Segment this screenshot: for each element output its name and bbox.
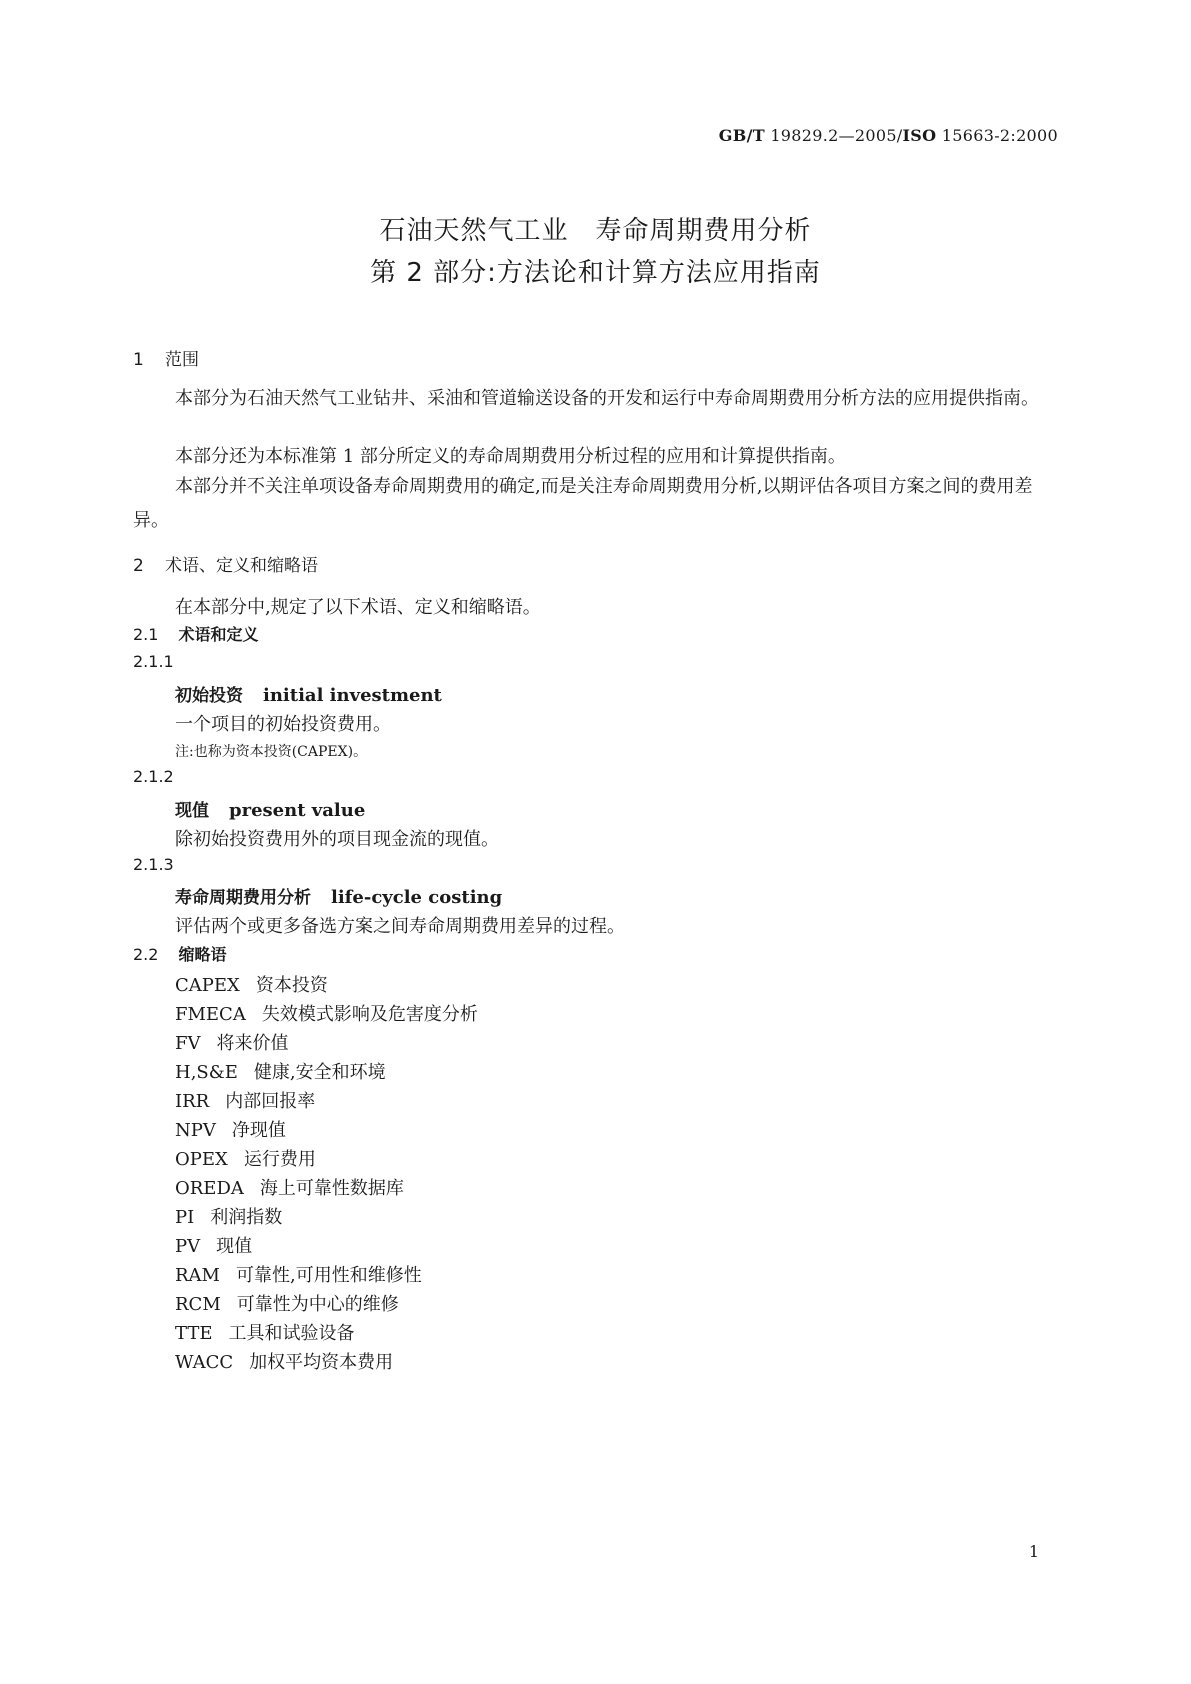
subsection-2-2-title: 缩略语 xyxy=(178,945,227,964)
abbreviation: NPV xyxy=(175,1120,216,1141)
standard-code xyxy=(719,126,1058,145)
term-heading xyxy=(175,796,365,821)
abbreviation-item xyxy=(175,1348,393,1374)
abbreviation: RCM xyxy=(175,1294,221,1315)
term-note: 注:也称为资本投资(CAPEX)。 xyxy=(175,744,368,760)
abbreviation-item xyxy=(175,1058,386,1084)
term-heading xyxy=(175,681,442,706)
iso-number: 15663-2:2000 xyxy=(941,126,1058,145)
term-definition: 除初始投资费用外的项目现金流的现值。 xyxy=(175,829,499,850)
subsection-2-1-number: 2.1 xyxy=(133,625,159,644)
term-heading xyxy=(175,883,502,908)
abbreviation-meaning: 加权平均资本费用 xyxy=(249,1352,394,1373)
term-chinese: 寿命周期费用分析 xyxy=(175,888,311,908)
abbreviation-meaning: 净现值 xyxy=(231,1120,286,1141)
term-chinese: 初始投资 xyxy=(175,686,243,706)
abbreviation: FMECA xyxy=(175,1004,246,1025)
abbreviation-item xyxy=(175,1116,286,1142)
section-1-number: 1 xyxy=(133,350,144,370)
term-number: 2.1.2 xyxy=(133,767,174,786)
term-number: 2.1.1 xyxy=(133,652,174,671)
standard-prefix: GB/T xyxy=(718,126,765,145)
abbreviation-meaning: 内部回报率 xyxy=(225,1091,316,1112)
abbreviation-item xyxy=(175,1087,315,1113)
section-1-heading xyxy=(133,345,199,370)
subsection-2-1-heading xyxy=(133,622,258,645)
abbreviation: TTE xyxy=(175,1323,213,1344)
abbreviation-item xyxy=(175,1261,422,1287)
abbreviation-meaning: 工具和试验设备 xyxy=(228,1323,355,1344)
abbreviation: WACC xyxy=(175,1352,234,1373)
abbreviation-meaning: 可靠性,可用性和维修性 xyxy=(235,1265,422,1286)
term-english: present value xyxy=(229,800,366,821)
term-english: life-cycle costing xyxy=(331,887,503,908)
abbreviation-item xyxy=(175,1145,316,1171)
term-number: 2.1.3 xyxy=(133,855,174,874)
abbreviation: IRR xyxy=(175,1091,210,1112)
page-number: 1 xyxy=(1028,1542,1039,1561)
title-line-2: 第 2 部分:方法论和计算方法应用指南 xyxy=(370,258,821,288)
term-chinese: 现值 xyxy=(175,801,209,821)
section-1-paragraph-1: 本部分为石油天然气工业钻井、采油和管道输送设备的开发和运行中寿命周期费用分析方法的应用提供指南。 xyxy=(175,388,1039,409)
abbreviation-meaning: 可靠性为中心的维修 xyxy=(236,1294,399,1315)
abbreviation: OPEX xyxy=(175,1149,228,1170)
abbreviation-item xyxy=(175,1000,478,1026)
abbreviation-item xyxy=(175,1232,252,1258)
abbreviation-item xyxy=(175,971,328,997)
section-2-number: 2 xyxy=(133,556,144,576)
abbreviation: PI xyxy=(175,1207,195,1228)
subsection-2-1-title: 术语和定义 xyxy=(178,625,259,644)
abbreviation-meaning: 现值 xyxy=(216,1236,253,1257)
abbreviation: PV xyxy=(175,1236,201,1257)
abbreviation: FV xyxy=(175,1033,201,1054)
subsection-2-2-heading xyxy=(133,942,226,965)
section-1-title: 范围 xyxy=(165,350,199,370)
abbreviation-meaning: 资本投资 xyxy=(255,975,328,996)
abbreviation: H,S&E xyxy=(175,1062,238,1083)
section-2-title: 术语、定义和缩略语 xyxy=(165,556,318,576)
abbreviation-item xyxy=(175,1290,399,1316)
section-2-intro: 在本部分中,规定了以下术语、定义和缩略语。 xyxy=(175,597,541,618)
abbreviation: RAM xyxy=(175,1265,220,1286)
abbreviation-meaning: 失效模式影响及危害度分析 xyxy=(261,1004,478,1025)
term-english: initial investment xyxy=(263,685,442,706)
term-definition: 一个项目的初始投资费用。 xyxy=(175,714,391,735)
iso-prefix: ISO xyxy=(902,126,937,145)
abbreviation-item xyxy=(175,1029,289,1055)
term-definition: 评估两个或更多备选方案之间寿命周期费用差异的过程。 xyxy=(175,916,625,937)
abbreviation-meaning: 利润指数 xyxy=(210,1207,283,1228)
abbreviation: OREDA xyxy=(175,1178,244,1199)
standard-number: 19829.2—2005/ xyxy=(770,126,903,145)
abbreviation-meaning: 将来价值 xyxy=(216,1033,289,1054)
abbreviation-item xyxy=(175,1174,404,1200)
abbreviation-meaning: 运行费用 xyxy=(243,1149,316,1170)
section-2-heading xyxy=(133,551,318,576)
abbreviation-meaning: 海上可靠性数据库 xyxy=(259,1178,404,1199)
section-1-paragraph-2: 本部分还为本标准第 1 部分所定义的寿命周期费用分析过程的应用和计算提供指南。 xyxy=(175,446,846,467)
subsection-2-2-number: 2.2 xyxy=(133,945,159,964)
abbreviation: CAPEX xyxy=(175,975,240,996)
abbreviation-item xyxy=(175,1319,355,1345)
abbreviation-item xyxy=(175,1203,282,1229)
section-1-paragraph-3: 本部分并不关注单项设备寿命周期费用的确定,而是关注寿命周期费用分析,以期评估各项目方案之间的费用差异。 xyxy=(133,476,1033,531)
abbreviation-meaning: 健康,安全和环境 xyxy=(253,1062,386,1083)
title-line-1: 石油天然气工业 寿命周期费用分析 xyxy=(379,216,812,246)
